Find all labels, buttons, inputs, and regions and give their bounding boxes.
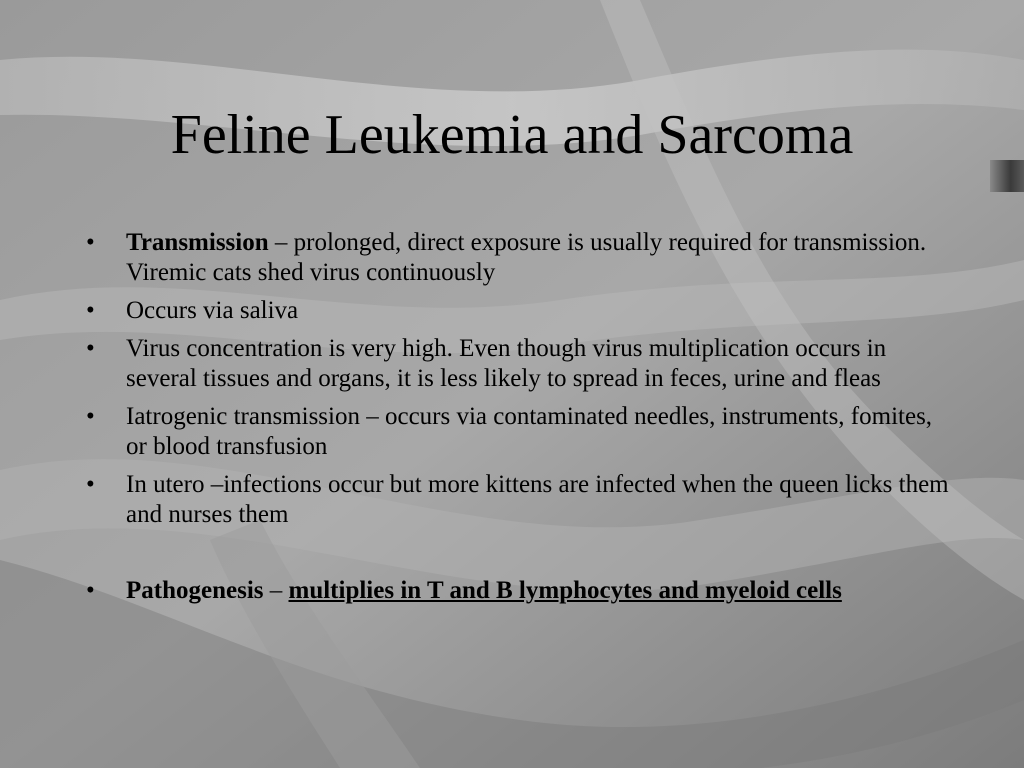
slide-title: Feline Leukemia and Sarcoma xyxy=(170,104,854,166)
bullet-text: Iatrogenic transmission – occurs via contaminated needles, instruments, fomites, or blood transfusion xyxy=(126,403,933,460)
bullet-dot: • xyxy=(86,577,95,604)
bullet-transmission xyxy=(78,228,958,288)
bullet-text: Virus concentration is very high. Even though virus multiplication occurs in several tissues and organs, it is less likely to spread in feces, urine and fleas xyxy=(126,335,887,392)
bullet-dot: • xyxy=(86,229,95,256)
bullet-lead-transmission: Transmission xyxy=(126,229,269,256)
bullet-separator: – xyxy=(263,577,289,604)
bullet-text: Occurs via saliva xyxy=(126,297,299,324)
bullet-dot: • xyxy=(86,471,95,498)
bullet-saliva xyxy=(78,296,958,326)
bullet-iatrogenic xyxy=(78,402,958,462)
bullet-text: In utero –infections occur but more kittens are infected when the queen licks them and nurses them xyxy=(126,471,949,528)
bullet-pathogenesis xyxy=(78,576,958,606)
bullet-dot: • xyxy=(86,297,95,324)
bullet-virus-concentration xyxy=(78,334,958,394)
bullet-in-utero xyxy=(78,470,958,530)
bullet-dot: • xyxy=(86,335,95,362)
bullet-lead-pathogenesis: Pathogenesis xyxy=(126,577,264,604)
bullet-dot: • xyxy=(86,403,95,430)
bullet-emphasis: multiplies in T and B lymphocytes and myeloid cells xyxy=(288,577,842,604)
bullet-list xyxy=(78,228,958,614)
bullet-text: – prolonged, direct exposure is usually required for transmission. Viremic cats shed virus continuously xyxy=(126,229,927,286)
